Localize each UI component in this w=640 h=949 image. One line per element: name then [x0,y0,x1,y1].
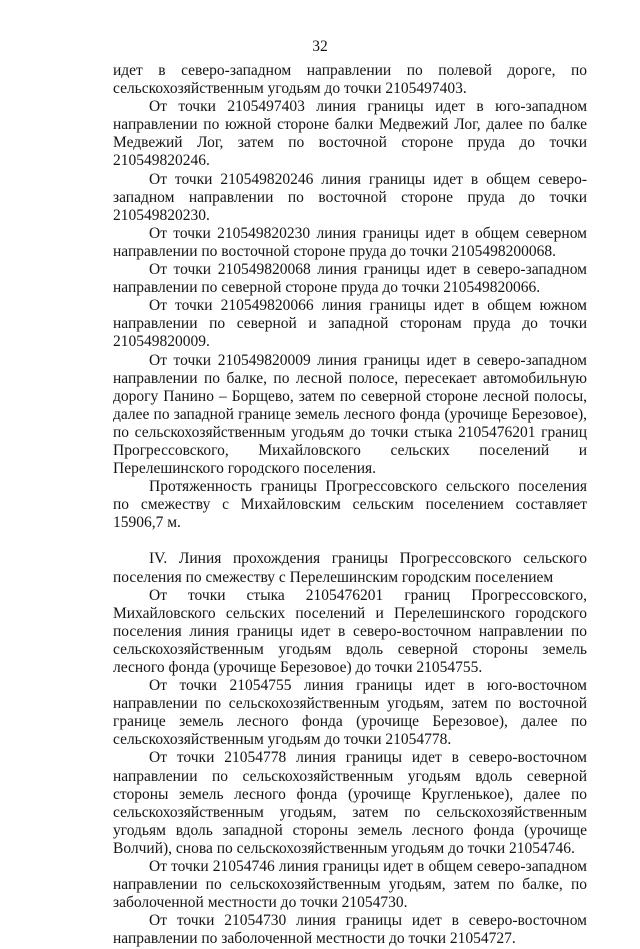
paragraph-9: От точки стыка 2105476201 границ Прогрессовского, Михайловского сельских поселений и Перелешинского городского поселения линия границы идет в северо-восточном направлении по сельскохозяйственным угодьям вдоль северной стороны земель лесного фонда (урочище Березовое) до точки 21054755. [113,586,587,676]
paragraph-11: От точки 21054778 линия границы идет в северо-восточном направлении по сельскохозяйственным угодьям вдоль северной стороны земель лесного фонда (урочище Кругленькое), далее по сельскохозяйственным угодьям, затем по сельскохозяйственным угодьям вдоль западной стороны земель лесного фонда (урочище Волчий), снова по сельскохозяйственным угодьям до точки 21054746. [113,749,587,857]
document-body [113,62,587,949]
paragraph-6: От точки 210549820066 линия границы идет в общем южном направлении по северной и западной сторонам пруда до точки 210549820009. [113,297,587,351]
paragraph-3: От точки 210549820246 линия границы идет в общем северо-западном направлении по восточной стороне пруда до точки 210549820230. [113,170,587,224]
page-number: 32 [312,38,328,55]
paragraph-2: От точки 2105497403 линия границы идет в юго-западном направлении по южной стороне балки Медвежий Лог, далее по балке Медвежий Лог, затем по восточной стороне пруда до точки 210549820246. [113,98,587,170]
paragraph-12: От точки 21054746 линия границы идет в общем северо-западном направлении по сельскохозяйственным угодьям, затем по балке, по заболоченной местности до точки 21054730. [113,858,587,912]
paragraph-7: От точки 210549820009 линия границы идет в северо-западном направлении по балке, по лесной полосе, пересекает автомобильную дорогу Панино – Борщево, затем по северной стороне лесной полосы, далее по западной границе земель лесного фонда (урочище Березовое), по сельскохозяйственным угодьям до точки стыка 2105476201 границ Прогрессовского, Михайловского сельских поселений и Перелешинского городского поселения. [113,351,587,478]
paragraph-4: От точки 210549820230 линия границы идет в общем северном направлении по восточной стороне пруда до точки 2105498200068. [113,224,587,260]
paragraph-10: От точки 21054755 линия границы идет в юго-восточном направлении по сельскохозяйственным угодьям, затем по восточной границе земель лесного фонда (урочище Березовое), далее по сельскохозяйственным угодьям до точки 21054778. [113,677,587,749]
paragraph-5: От точки 210549820068 линия границы идет в северо-западном направлении по северной стороне пруда до точки 210549820066. [113,261,587,297]
paragraph-1: идет в северо-западном направлении по полевой дороге, по сельскохозяйственным угодьям до точки 2105497403. [113,62,587,98]
paragraph-13: От точки 21054730 линия границы идет в северо-восточном направлении по заболоченной местности до точки 21054727. [113,912,587,948]
section-heading-iv: IV. Линия прохождения границы Прогрессовского сельского поселения по смежеству с Перелешинским городским поселением [113,550,587,586]
paragraph-8: Протяженность границы Прогрессовского сельского поселения по смежеству с Михайловским сельским поселением составляет 15906,7 м. [113,478,587,532]
